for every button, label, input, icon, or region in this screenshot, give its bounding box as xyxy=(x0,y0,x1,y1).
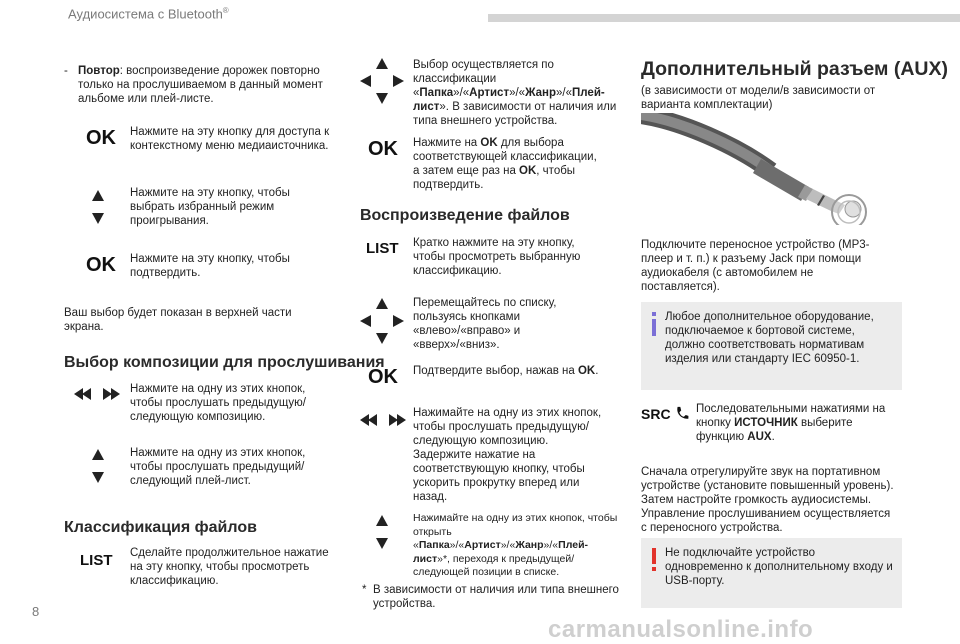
ok-button-icon: OK xyxy=(86,254,116,276)
connect-text: Подключите переносное устройство (МР3-плеер и т. п.) к разъему Jack при помощи аудиокабеля (с автомобилем не поставляется). xyxy=(641,239,870,293)
info-icon xyxy=(649,312,659,336)
heading-track-select: Выбор композиции для прослушивания xyxy=(64,354,385,371)
up-down-arrows-icon xyxy=(375,515,389,549)
warning-text: Не подключайте устройство одновременно к дополнительному входу и USB-порту. xyxy=(665,547,893,587)
footnote-mark: * xyxy=(362,584,367,596)
info-box xyxy=(641,302,902,390)
ok-button-icon: OK xyxy=(368,138,398,160)
list-class-text: Сделайте продолжительное нажатие на эту кнопку, чтобы просмотреть классификацию. xyxy=(130,547,329,587)
heading-file-playback: Воспроизведение файлов xyxy=(360,207,570,224)
lr-long-text: Нажимайте на одну из этих кнопок, чтобы прослушать предыдущую/ следующую композицию. Задержите нажатие на соответствующую кнопку, чтобы ускорить прокрутку вперед или назад. xyxy=(413,407,602,503)
prev-next-arrows-icon xyxy=(74,387,120,401)
updown-mode-text: Нажмите на эту кнопку, чтобы выбрать избранный режим проигрывания. xyxy=(130,187,290,227)
lr-track-text: Нажмите на одну из этих кнопок, чтобы прослушать предыдущую/следующую композицию. xyxy=(130,383,306,423)
info-text: Любое дополнительное оборудование, подключаемое к бортовой системе, должно соответствовать нормативам изделия или стандарту IEC 60950-1. xyxy=(665,311,874,365)
page-number: 8 xyxy=(32,604,40,619)
ok-context-text: Нажмите на эту кнопку для доступа к контекстному меню медиаисточника. xyxy=(130,126,330,152)
ud-playlist-text: Нажмите на одну из этих кнопок, чтобы прослушать предыдущий/следующий плей-лист. xyxy=(130,447,306,487)
src-text: Последовательными нажатиями на кнопку ИСТОЧНИК выберите функцию AUX. xyxy=(696,403,886,443)
warning-box xyxy=(641,538,902,608)
ok-button-icon: OK xyxy=(368,366,398,388)
list-short-text: Кратко нажмите на эту кнопку, чтобы просмотреть выбранную классификацию. xyxy=(413,237,581,277)
classification-text: Выбор осуществляется по классификации «Папка»/«Артист»/«Жанр»/«Плей-лист». В зависимости от наличия или типа внешнего устройства. xyxy=(413,59,617,127)
header-bar xyxy=(488,14,960,22)
ok-button-icon: OK xyxy=(86,127,116,149)
warning-icon xyxy=(649,548,659,572)
nav-list-text: Перемещайтесь по списку, пользуясь кнопками «влево»/«вправо» и «вверх»/«вниз». xyxy=(413,297,557,351)
src-button-icon: SRC xyxy=(641,406,690,422)
up-down-arrows-icon xyxy=(91,449,105,483)
jack-plug-image xyxy=(641,113,881,225)
section-header: Аудиосистема с Bluetooth® xyxy=(68,6,229,22)
phone-icon xyxy=(674,406,690,422)
footnote-text: В зависимости от наличия или типа внешнего устройства. xyxy=(373,584,619,610)
choice-shown-text: Ваш выбор будет показан в верхней части экрана. xyxy=(64,307,292,333)
up-down-arrows-icon xyxy=(91,190,105,224)
confirm-text: Подтвердите выбор, нажав на OK. xyxy=(413,365,599,377)
ok-confirm-text: Нажмите на эту кнопку, чтобы подтвердить. xyxy=(130,253,290,279)
repeat-paragraph: - Повтор: воспроизведение дорожек повторно только на прослушиваемом в данный момент альбоме или плей-листе. xyxy=(64,65,323,105)
ud-folder-text: Нажимайте на одну из этих кнопок, чтобы открыть «Папка»/«Артист»/«Жанр»/«Плей-лист»*, переходя к предыдущей/следующей позиции в списке. xyxy=(413,512,618,578)
adjust-text: Сначала отрегулируйте звук на портативном устройстве (установите повышенный уровень). Затем настройте громкость аудиосистемы. Управление прослушиванием осуществляется с переносного устройства. xyxy=(641,466,894,534)
four-way-arrows-icon xyxy=(360,298,404,344)
list-button-icon: LIST xyxy=(366,240,399,257)
list-button-icon: LIST xyxy=(80,552,113,569)
four-way-arrows-icon xyxy=(360,58,404,104)
heading-file-classification: Классификация файлов xyxy=(64,519,257,536)
prev-next-arrows-icon xyxy=(360,413,406,427)
ok-select-text: Нажмите на OK для выбора соответствующей классификации, а затем еще раз на OK, чтобы подтвердить. xyxy=(413,137,597,191)
watermark: carmanualsonline.info xyxy=(548,616,814,643)
aux-subtitle: (в зависимости от модели/в зависимости от варианта комплектации) xyxy=(641,85,876,111)
heading-aux: Дополнительный разъем (AUX) xyxy=(641,58,949,80)
